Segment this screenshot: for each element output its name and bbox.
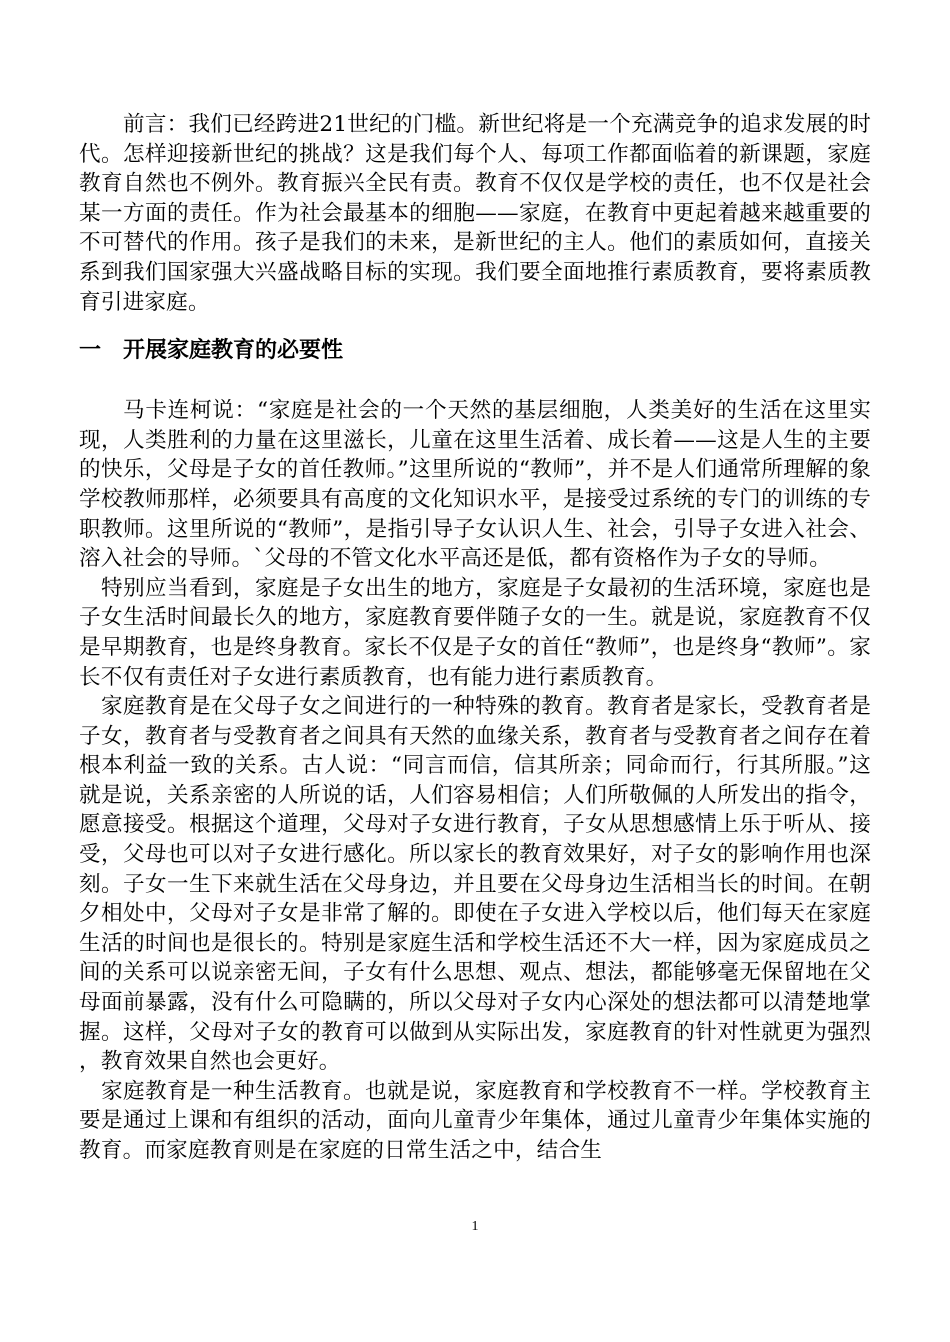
body-paragraph-1: 马卡连柯说：“家庭是社会的一个天然的基层细胞，人类美好的生活在这里实现，人类胜利的力量在这里滋长，儿童在这里生活着、成长着——这是人生的主要的快乐，父母是子女的首任教师。”这里所说的“教师”，并不是人们通常所理解的象学校教师那样，必须要具有高度的文化知识水平，是接受过系统的专门的训练的专职教师。这里所说的“教师”，是指引导子女认识人生、社会，引导子女进入社会、溶入社会的导师。`父母的不管文化水平高还是低，都有资格作为子女的导师。 bbox=[79, 398, 871, 572]
body-paragraph-4: 家庭教育是一种生活教育。也就是说，家庭教育和学校教育不一样。学校教育主要是通过上课和有组织的活动，面向儿童青少年集体，通过儿童青少年集体实施的教育。而家庭教育则是在家庭的日常生活之中，结合生 bbox=[79, 1078, 871, 1163]
section-title: 开展家庭教育的必要性 bbox=[123, 338, 344, 364]
body-paragraph-3: 家庭教育是在父母子女之间进行的一种特殊的教育。教育者是家长，受教育者是子女，教育者与受教育者之间具有天然的血缘关系，教育者与受教育者之间存在着根本利益一致的关系。古人说：“同言而信，信其所亲；同命而行，行其所服。”这就是说，关系亲密的人所说的话，人们容易相信；人们所敬佩的人所发出的指令，愿意接受。根据这个道理，父母对子女进行教育，子女从思想感情上乐于听从、接受，父母也可以对子女进行感化。所以家长的教育效果好，对子女的影响作用也深刻。子女一生下来就生活在父母身边，并且要在父母身边生活相当长的时间。在朝夕相处中，父母对子女是非常了解的。即使在子女进入学校以后，他们每天在家庭生活的时间也是很长的。特别是家庭生活和学校生活还不大一样，因为家庭成员之间的关系可以说亲密无间，子女有什么思想、观点、想法，都能够毫无保留地在父母面前暴露，没有什么可隐瞒的，所以父母对子女内心深处的想法都可以清楚地掌握。这样，父母对子女的教育可以做到从实际出发，家庭教育的针对性就更为强烈，教育效果自然也会更好。 bbox=[79, 694, 871, 1075]
page-number: 1 bbox=[471, 1219, 479, 1234]
section-heading bbox=[79, 336, 871, 366]
spacer bbox=[79, 317, 871, 336]
body-paragraph-2: 特别应当看到，家庭是子女出生的地方，家庭是子女最初的生活环境，家庭也是子女生活时间最长久的地方，家庭教育要伴随子女的一生。就是说，家庭教育不仅是早期教育，也是终身教育。家长不仅是子女的首任“教师”，也是终身“教师”。家长不仅有责任对子女进行素质教育，也有能力进行素质教育。 bbox=[79, 575, 871, 690]
section-number: 一 bbox=[79, 338, 102, 364]
page-content bbox=[79, 110, 871, 1166]
spacer bbox=[79, 366, 871, 396]
preface-paragraph: 前言：我们已经跨进21世纪的门槛。新世纪将是一个充满竞争的追求发展的时代。怎样迎接新世纪的挑战？这是我们每个人、每项工作都面临着的新课题，家庭教育自然也不例外。教育振兴全民有责。教育不仅仅是学校的责任，也不仅是社会某一方面的责任。作为社会最基本的细胞——家庭，在教育中更起着越来越重要的不可替代的作用。孩子是我们的未来，是新世纪的主人。他们的素质如何，直接关系到我们国家强大兴盛战略目标的实现。我们要全面地推行素质教育，要将素质教育引进家庭。 bbox=[79, 112, 871, 315]
